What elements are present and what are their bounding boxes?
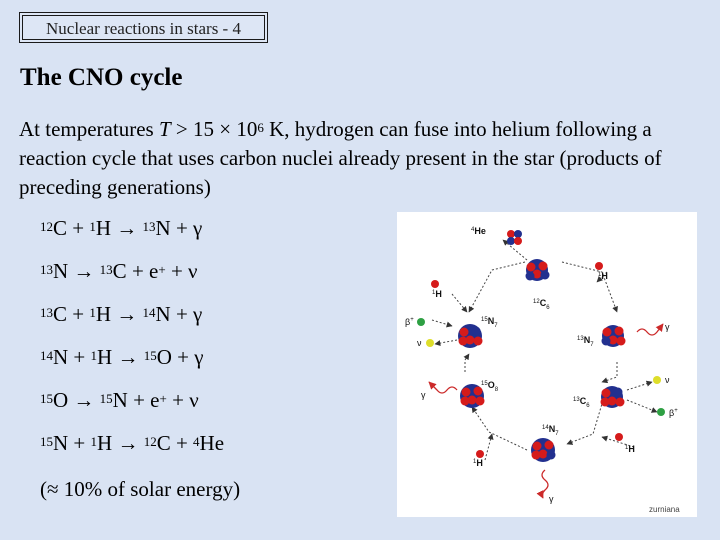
cno-cycle-diagram <box>397 212 697 517</box>
label-h1-top-right: $^1$H <box>598 271 608 281</box>
proton-h1-b <box>595 262 603 270</box>
nucleus-he4 <box>507 230 522 245</box>
reaction-5: $^{15}$O → $^{15}$N + e+ + ν <box>40 388 199 412</box>
neutrino-left <box>426 339 434 347</box>
positron-right <box>657 408 665 416</box>
reaction-2: $^{13}$N → $^{13}$C + e+ + ν <box>40 259 198 283</box>
intro-text-1: At temperatures <box>19 117 159 141</box>
label-gamma-left: γ <box>421 390 426 400</box>
proton-h1-c <box>615 433 623 441</box>
label-nu-left: ν <box>417 338 422 348</box>
label-h1-top-left: $^1$H <box>432 289 442 299</box>
solar-energy-note: (≈ 10% of solar energy) <box>40 477 241 501</box>
label-n14: $^{14}N_7$ <box>542 424 559 437</box>
slide-header <box>19 12 268 43</box>
intro-exponent: 6 <box>257 120 264 135</box>
slide-title: The CNO cycle <box>20 64 183 91</box>
positron-left <box>417 318 425 326</box>
reaction-1: $^{12}$C + $^1$H → $^{13}$N + γ <box>40 216 203 240</box>
reaction-6: $^{15}$N + $^1$H → $^{12}$C + $^4$He <box>40 431 225 455</box>
label-o15: $^{15}O_8$ <box>481 380 499 393</box>
intro-text-3: K, hydrogen can fuse into helium following a reaction cycle that uses carbon nuclei already present in the star (products of preceding generations) <box>19 117 662 199</box>
label-h1-bottom-right: $^1$H <box>625 444 635 454</box>
label-n13: $^{13}N_7$ <box>577 335 594 348</box>
label-c12: $^{12}C_6$ <box>533 298 550 311</box>
label-beta-plus-right: β+ <box>669 408 678 418</box>
label-h1-bottom-left: $^1$H <box>473 458 483 468</box>
intro-paragraph <box>19 115 709 202</box>
reaction-3: $^{13}$C + $^1$H → $^{14}$N + γ <box>40 302 203 326</box>
reaction-4: $^{14}$N + $^1$H → $^{15}$O + γ <box>40 345 204 369</box>
label-nu-right: ν <box>665 375 670 385</box>
proton-h1-d <box>476 450 484 458</box>
nucleus-n13 <box>602 325 626 347</box>
nucleus-n14 <box>531 438 556 462</box>
neutrino-right <box>653 376 661 384</box>
label-gamma-right-top: γ <box>665 322 670 332</box>
credit-text: zurniana <box>649 505 680 514</box>
label-n15: $^{15}N_7$ <box>481 316 498 329</box>
label-he4: $^4$He <box>471 226 486 236</box>
label-gamma-bottom: γ <box>549 494 554 504</box>
label-beta-plus-left: β+ <box>405 317 414 327</box>
nucleus-n15 <box>458 324 483 348</box>
reaction-list <box>40 213 224 471</box>
proton-h1-a <box>431 280 439 288</box>
slide-header-label: Nuclear reactions in stars - 4 <box>22 15 265 40</box>
nucleus-c12 <box>526 259 550 281</box>
temperature-symbol: T <box>158 117 171 141</box>
nucleus-o15 <box>460 384 485 408</box>
intro-text-2: > 15 × 10 <box>170 117 258 141</box>
label-c13: $^{13}C_6$ <box>573 396 590 409</box>
gamma-arrows <box>429 324 663 498</box>
nucleus-c13 <box>601 386 625 408</box>
